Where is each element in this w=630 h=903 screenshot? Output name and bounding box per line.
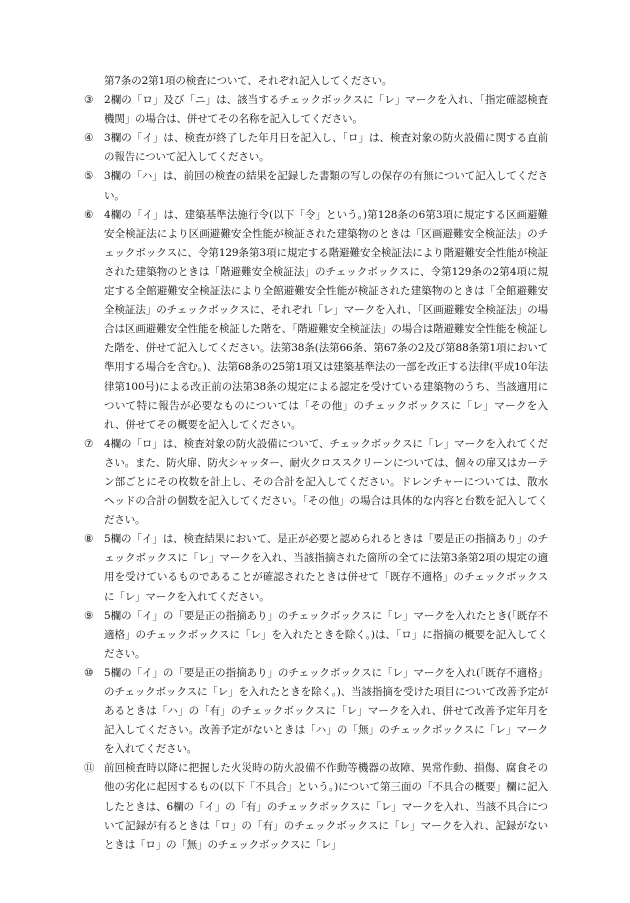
list-item	[84, 664, 548, 759]
item-text: 3欄の「イ」は、検査が終了した年月日を記入し、「ロ」は、検査対象の防火設備に関する直前の報告について記入してください。	[104, 132, 548, 164]
item-text: 5欄の「イ」は、検査結果において、是正が必要と認められるときは「要是正の指摘あり」のチェックボックスに「レ」マークを入れ、当該指摘された箇所の全てに法第3条第2項の規定の適用を受けているものであることが確認されたときは併せて「既存不適格」のチェックボックスに「レ」マークを入れてください。	[104, 533, 548, 603]
list-item	[84, 206, 548, 435]
item-number: ⑤	[84, 170, 94, 183]
list-item	[84, 129, 548, 167]
instruction-document	[84, 72, 548, 855]
list-item	[84, 91, 548, 129]
item-number: ⑪	[84, 762, 95, 775]
item-number: ⑦	[84, 437, 94, 450]
item-text: 4欄の「ロ」は、検査対象の防火設備について、チェックボックスに「レ」マークを入れてください。また、防火扉、防火シャッター、耐火クロススクリーンについては、個々の扉又はカーテン部ごとにその枚数を計上し、その合計を記入してください。ドレンチャーについては、散水ヘッドの合計の個数を記入してください。「その他」の場合は具体的な内容と台数を記入してください。	[104, 437, 548, 527]
continuation-text: 第7条の2第1項の検査について、それぞれ記入してください。	[104, 75, 393, 87]
item-text: 前回検査時以降に把握した火災時の防火設備不作動等機器の故障、異常作動、損傷、腐食その他の劣化に起因するもの(以下「不具合」という。)について第三面の「不具合の概要」欄に記入したときは、6欄の「イ」の「有」のチェックボックスに「レ」マークを入れ、当該不具合について記録が有るときは「ロ」の「有」のチェックボックスに「レ」マークを入れ、記録がないときは「ロ」の「無」のチェックボックスに「レ」	[104, 762, 548, 851]
list-item	[84, 530, 548, 606]
item-text: 4欄の「イ」は、建築基準法施行令(以下「令」という。)第128条の6第3項に規定する区画避難安全検証法により区画避難安全性能が検証された建築物のときは「区画避難安全検証法」のチェックボックスに、令第129条第3項に規定する階避難安全検証法により階避難安全性能が検証された建築物のときは「階避難安全検証法」のチェックボックスに、令第129条の2第4項に規定する全館避難安全検証法により全館避難安全性能が検証された建築物のときは「全館避難安全検証法」のチェックボックスに、それぞれ「レ」マークを入れ、「区画避難安全検証法」の場合は区画避難安全性能を検証した階を、「階避難安全検証法」の場合は階避難安全性能を検証した階を、併せて記入してください。法第38条(法第66条、第67条の2及び第88条第1項において準用する場合を含む。)、法第68条の25第1項又は建築基準法の一部を改正する法律(平成10年法律第100号)による改正前の法第38条の規定による認定を受けている建築物のうち、当該適用について特に報告が必要なものについては「その他」のチェックボックスに「レ」マークを入れ、併せてその概要を記入してください。	[104, 208, 548, 431]
item-number: ⑨	[84, 609, 94, 622]
item-text: 5欄の「イ」の「要是正の指摘あり」のチェックボックスに「レ」マークを入れ(「既存不適格」のチェックボックスに「レ」を入れたときを除く。)、当該指摘を受けた項目について改善予定があるときは「ハ」の「有」のチェックボックスに「レ」マークを入れ、併せて改善予定年月を記入してください。改善予定がないときは「ハ」の「無」のチェックボックスに「レ」マークを入れてください。	[104, 666, 548, 756]
item-number: ⑥	[84, 208, 94, 221]
item-number: ⑧	[84, 533, 94, 546]
item-text: 3欄の「ハ」は、前回の検査の結果を記録した書類の写しの保存の有無について記入してください。	[104, 170, 548, 202]
item-number: ④	[84, 132, 94, 145]
item-number: ⑩	[84, 666, 94, 679]
list-item	[84, 759, 548, 854]
item-text: 2欄の「ロ」及び「ニ」は、該当するチェックボックスに「レ」マークを入れ、「指定確認検査機関」の場合は、併せてその名称を記入してください。	[104, 94, 548, 126]
list-item	[84, 167, 548, 205]
list-item	[84, 607, 548, 664]
item-number: ③	[84, 94, 94, 107]
list-item	[84, 435, 548, 530]
item-text: 5欄の「イ」の「要是正の指摘あり」のチェックボックスに「レ」マークを入れたとき(「既存不適格」のチェックボックスに「レ」を入れたときを除く。)は、「ロ」に指摘の概要を記入してください。	[104, 609, 548, 660]
